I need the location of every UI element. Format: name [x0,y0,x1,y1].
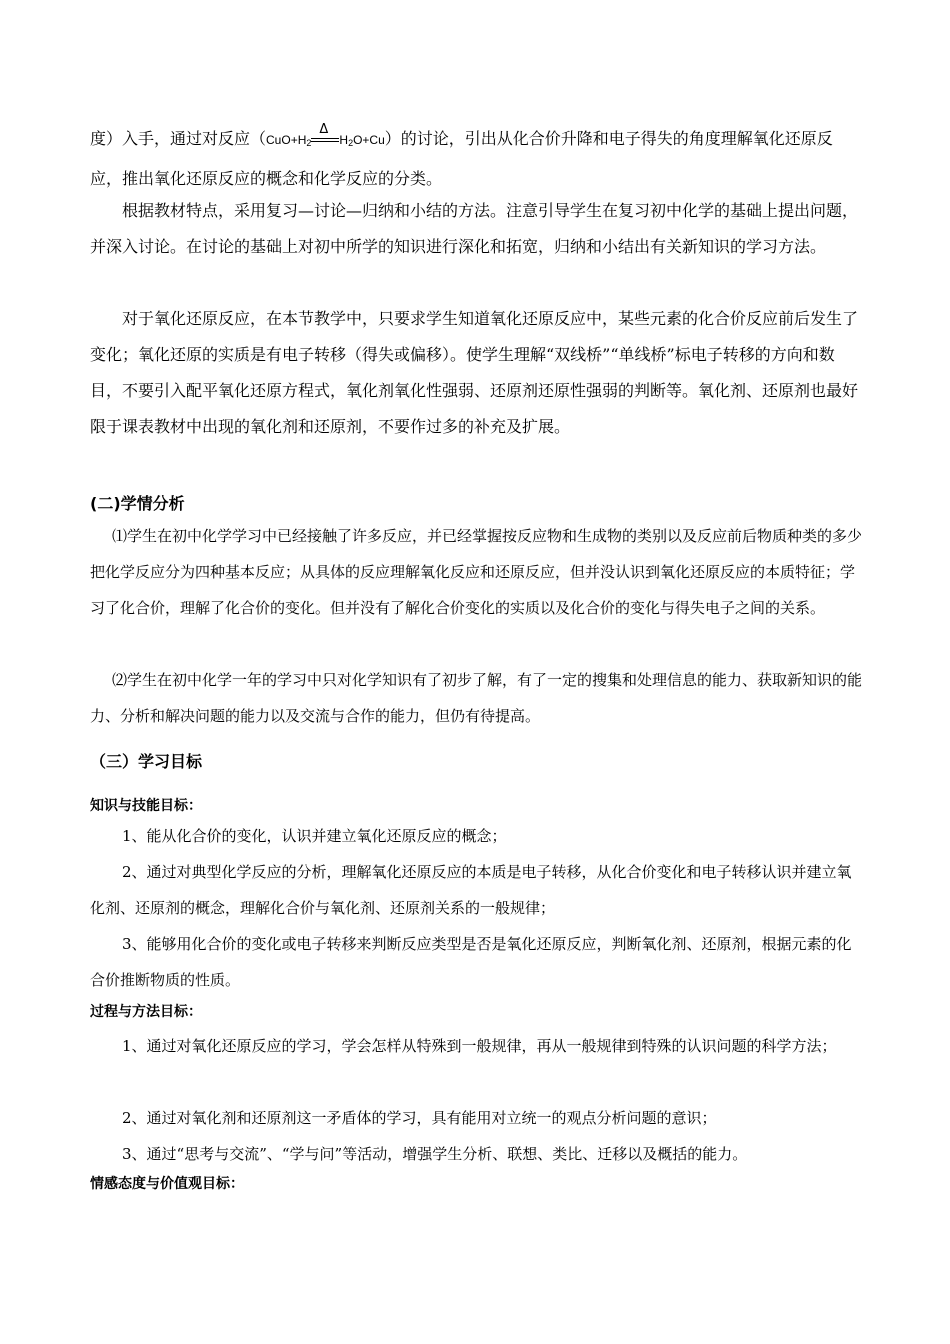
process-objective-3: 3、通过“思考与交流”、“学与问”等活动，增强学生分析、联想、类比、迁移以及概括的能力。 [122,1145,748,1163]
intro-text-start: 度）入手，通过对反应（ [90,129,267,148]
method-paragraph: 根据教材特点，采用复习—讨论—归纳和小结的方法。注意引导学生在复习初中化学的基础上提出问题，并深入讨论。在讨论的基础上对初中所学的知识进行深化和拓宽，归纳和小结出有关新知识的学习方法。 [90,201,859,256]
knowledge-objective-3: 3、能够用化合价的变化或电子转移来判断反应类型是否是氧化还原反应，判断氧化剂、还原剂，根据元素的化合价推断物质的性质。 [90,935,852,989]
subheading-process-methods: 过程与方法目标： [90,1004,202,1020]
knowledge-objective-1: 1、能从化合价的变化，认识并建立氧化还原反应的概念； [122,827,507,845]
learner-analysis-item-2: ⑵学生在初中化学一年的学习中只对化学知识有了初步了解，有了一定的搜集和处理信息的能力、获取新知识的能力、分析和解决问题的能力以及交流与合作的能力，但仍有待提高。 [90,671,863,725]
process-objective-2: 2、通过对氧化剂和还原剂这一矛盾体的学习，具有能用对立统一的观点分析问题的意识； [122,1109,717,1127]
process-objective-1: 1、通过对氧化还原反应的学习，学会怎样从特殊到一般规律，再从一般规律到特殊的认识问题的科学方法； [122,1037,837,1055]
subheading-knowledge-skills: 知识与技能目标： [90,798,202,814]
section-heading-learning-objectives: （三）学习目标 [90,752,203,771]
learner-analysis-item-1: ⑴学生在初中化学学习中已经接触了许多反应，并已经掌握按反应物和生成物的类别以及反应前后物质种类的多少把化学反应分为四种基本反应；从具体的反应理解氧化反应和还原反应，但并没认识到氧化还原反应的本质特征；学习了化合价，理解了化合价的变化。但并没有了解化合价变化的实质以及化合价的变化与得失电子之间的关系。 [90,527,863,617]
chemical-equation: $CuO+H_2$ Δ $H_2O+Cu$ [266,122,385,148]
section-heading-learner-analysis: (二)学情分析 [90,494,185,513]
knowledge-objective-2: 2、通过对典型化学反应的分析，理解氧化还原反应的本质是电子转移，从化合价变化和电子转移认识并建立氧化剂、还原剂的概念，理解化合价与氧化剂、还原剂关系的一般规律； [90,863,852,917]
heat-reaction-arrow-icon: Δ [311,132,339,146]
teaching-requirements-paragraph: 对于氧化还原反应，在本节教学中，只要求学生知道氧化还原反应中，某些元素的化合价反应前后发生了变化；氧化还原的实质是有电子转移（得失或偏移）。使学生理解“双线桥”“单线桥”标电子转移的方向和数目，不要引入配平氧化还原方程式，氧化剂氧化性强弱、还原剂还原性强弱的判断等。氧化剂、还原剂也最好限于课表教材中出现的氧化剂和还原剂，不要作过多的补充及扩展。 [90,309,859,436]
intro-paragraph [90,121,862,197]
intro-text-end: ）的讨论，引出从化合价升降和电子得失的角度理解氧化还原反应，推出氧化还原反应的概念和化学反应的分类。 [90,129,833,188]
subheading-emotion-values: 情感态度与价值观目标： [90,1176,244,1192]
